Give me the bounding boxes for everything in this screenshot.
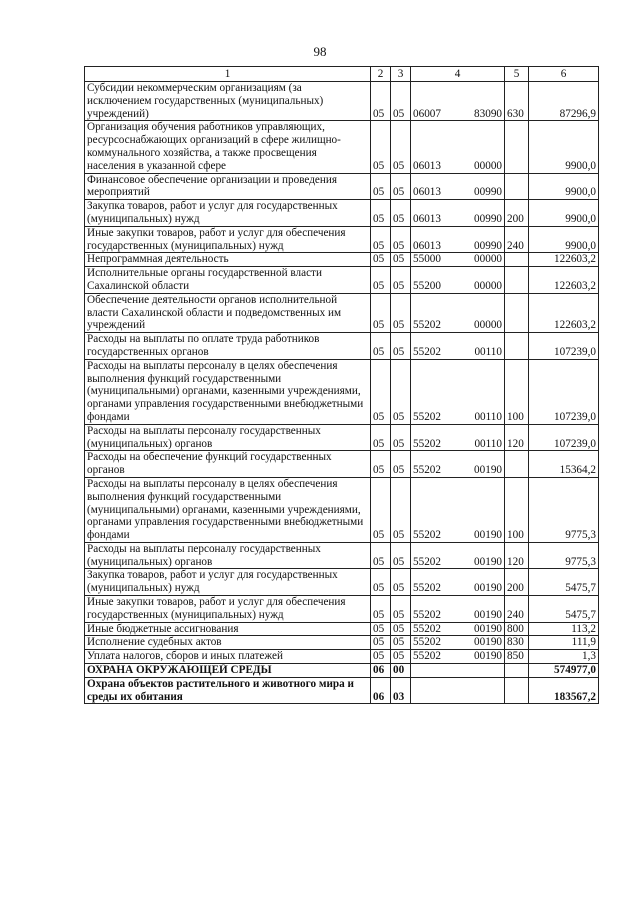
amount: 107239,0: [529, 359, 599, 424]
table-row: [85, 569, 599, 596]
section-code: 05: [371, 82, 391, 121]
amount: 15364,2: [529, 451, 599, 478]
target-article-part1: 55202: [413, 529, 441, 542]
target-article-part1: 55202: [413, 622, 441, 635]
subsection-code: 03: [391, 677, 411, 704]
row-name: Охрана объектов растительного и животного мира и среды их обитания: [85, 677, 371, 704]
expense-type-code: 100: [505, 359, 529, 424]
expense-type-code: [505, 267, 529, 294]
row-name: Организация обучения работников управляющих, ресурсоснабжающих организаций в сфере жилищно-коммунального хозяйства, а также просвещения населения в указанной сфере: [85, 121, 371, 173]
target-article-part2: 00000: [474, 253, 502, 266]
table-row: [85, 636, 599, 650]
amount: 9775,3: [529, 477, 599, 542]
section-code: 05: [371, 424, 391, 451]
section-code: 06: [371, 664, 391, 678]
target-article-code: [411, 596, 505, 623]
expense-type-code: [505, 293, 529, 332]
target-article-part1: 06013: [413, 159, 441, 172]
target-article-part2: 00110: [474, 437, 502, 450]
header-cell: 2: [371, 67, 391, 82]
target-article-part1: 55000: [413, 253, 441, 266]
subsection-code: 05: [391, 82, 411, 121]
target-article-part2: 00000: [474, 159, 502, 172]
target-article-part2: 00190: [474, 582, 502, 595]
target-article-part1: 55202: [413, 437, 441, 450]
section-code: 06: [371, 677, 391, 704]
header-cell: 4: [411, 67, 505, 82]
expense-type-code: 120: [505, 424, 529, 451]
target-article-code: [411, 226, 505, 253]
expense-type-code: [505, 677, 529, 704]
expense-type-code: 240: [505, 596, 529, 623]
expense-type-code: [505, 121, 529, 173]
target-article-part2: 00110: [474, 410, 502, 423]
target-article-code: [411, 477, 505, 542]
amount: 107239,0: [529, 424, 599, 451]
target-article-part2: 00000: [474, 319, 502, 332]
table-row: [85, 451, 599, 478]
target-article-part2: 00990: [474, 186, 502, 199]
section-code: 05: [371, 333, 391, 360]
section-code: 05: [371, 267, 391, 294]
target-article-code: [411, 677, 505, 704]
target-article-code: [411, 542, 505, 569]
table-row: [85, 173, 599, 200]
subsection-code: 05: [391, 333, 411, 360]
expense-type-code: 100: [505, 477, 529, 542]
target-article-code: [411, 253, 505, 267]
table-row: [85, 542, 599, 569]
table-row: [85, 359, 599, 424]
subsection-code: 05: [391, 424, 411, 451]
subsection-code: 05: [391, 253, 411, 267]
row-name: Обеспечение деятельности органов исполнительной власти Сахалинской области и подведомственных им учреждений: [85, 293, 371, 332]
target-article-code: [411, 359, 505, 424]
target-article-part2: 00190: [474, 608, 502, 621]
target-article-part1: 55200: [413, 279, 441, 292]
section-code: 05: [371, 596, 391, 623]
subsection-code: 05: [391, 121, 411, 173]
target-article-code: [411, 293, 505, 332]
expense-type-code: 200: [505, 200, 529, 227]
target-article-code: [411, 451, 505, 478]
amount: 9900,0: [529, 200, 599, 227]
expense-type-code: [505, 664, 529, 678]
target-article-code: [411, 650, 505, 664]
table-row: [85, 82, 599, 121]
subsection-code: 05: [391, 451, 411, 478]
expense-type-code: 800: [505, 622, 529, 636]
table-row: [85, 424, 599, 451]
section-code: 05: [371, 226, 391, 253]
amount: 122603,2: [529, 253, 599, 267]
table-row: [85, 477, 599, 542]
table-row: [85, 253, 599, 267]
target-article-part1: 55202: [413, 650, 441, 663]
amount: 574977,0: [529, 664, 599, 678]
target-article-part2: 00110: [474, 345, 502, 358]
target-article-part1: 55202: [413, 464, 441, 477]
target-article-part1: 55202: [413, 608, 441, 621]
target-article-code: [411, 424, 505, 451]
section-code: 05: [371, 200, 391, 227]
target-article-code: [411, 636, 505, 650]
subsection-code: 05: [391, 267, 411, 294]
target-article-part2: 00190: [474, 636, 502, 649]
amount: 107239,0: [529, 333, 599, 360]
expense-type-code: 830: [505, 636, 529, 650]
header-cell: 6: [529, 67, 599, 82]
target-article-part2: 83090: [474, 107, 502, 120]
row-name: Иные закупки товаров, работ и услуг для обеспечения государственных (муниципальных) нужд: [85, 596, 371, 623]
target-article-code: [411, 121, 505, 173]
section-code: 05: [371, 569, 391, 596]
target-article-part1: 06013: [413, 239, 441, 252]
target-article-part2: 00190: [474, 464, 502, 477]
expense-type-code: 200: [505, 569, 529, 596]
target-article-code: [411, 622, 505, 636]
amount: 5475,7: [529, 569, 599, 596]
budget-table: [84, 66, 599, 704]
target-article-part1: 55202: [413, 555, 441, 568]
section-code: 05: [371, 650, 391, 664]
table-row: [85, 267, 599, 294]
amount: 9900,0: [529, 173, 599, 200]
target-article-code: [411, 200, 505, 227]
row-name: Иные бюджетные ассигнования: [85, 622, 371, 636]
subsection-code: 05: [391, 650, 411, 664]
section-code: 05: [371, 477, 391, 542]
target-article-part2: 00990: [474, 212, 502, 225]
amount: 9900,0: [529, 226, 599, 253]
table-row: [85, 622, 599, 636]
amount: 122603,2: [529, 293, 599, 332]
section-code: 05: [371, 293, 391, 332]
section-code: 05: [371, 173, 391, 200]
target-article-part1: 55202: [413, 636, 441, 649]
target-article-part1: 55202: [413, 345, 441, 358]
expense-type-code: 630: [505, 82, 529, 121]
target-article-part1: 06013: [413, 186, 441, 199]
section-code: 05: [371, 121, 391, 173]
subsection-code: 05: [391, 293, 411, 332]
page-number: 98: [313, 44, 327, 59]
row-name: Исполнение судебных актов: [85, 636, 371, 650]
amount: 5475,7: [529, 596, 599, 623]
subsection-code: 05: [391, 173, 411, 200]
amount: 122603,2: [529, 267, 599, 294]
table-row: [85, 121, 599, 173]
amount: 183567,2: [529, 677, 599, 704]
section-code: 05: [371, 253, 391, 267]
header-cell: 5: [505, 67, 529, 82]
subsection-code: 05: [391, 569, 411, 596]
amount: 9775,3: [529, 542, 599, 569]
table-row: [85, 650, 599, 664]
expense-type-code: 240: [505, 226, 529, 253]
expense-type-code: [505, 451, 529, 478]
target-article-code: [411, 267, 505, 294]
row-name: Расходы на выплаты персоналу государственных (муниципальных) органов: [85, 542, 371, 569]
target-article-code: [411, 333, 505, 360]
subsection-code: 05: [391, 200, 411, 227]
target-article-code: [411, 664, 505, 678]
section-code: 05: [371, 636, 391, 650]
row-name: Расходы на выплаты персоналу в целях обеспечения выполнения функций государственными (муниципальными) органами, казенными учреждениями, органами управления государственными внебюджетными фондами: [85, 477, 371, 542]
target-article-part1: 55202: [413, 319, 441, 332]
header-cell: 3: [391, 67, 411, 82]
table-row: [85, 200, 599, 227]
target-article-code: [411, 569, 505, 596]
subsection-code: 05: [391, 622, 411, 636]
row-name: Непрограммная деятельность: [85, 253, 371, 267]
row-name: Финансовое обеспечение организации и проведения мероприятий: [85, 173, 371, 200]
subsection-code: 05: [391, 542, 411, 569]
table-row: [85, 293, 599, 332]
section-code: 05: [371, 359, 391, 424]
subsection-code: 05: [391, 477, 411, 542]
expense-type-code: 120: [505, 542, 529, 569]
row-name: Расходы на выплаты персоналу государственных (муниципальных) органов: [85, 424, 371, 451]
expense-type-code: 850: [505, 650, 529, 664]
section-code: 05: [371, 622, 391, 636]
row-name: Расходы на обеспечение функций государственных органов: [85, 451, 371, 478]
target-article-part2: 00190: [474, 650, 502, 663]
row-name: Закупка товаров, работ и услуг для государственных (муниципальных) нужд: [85, 569, 371, 596]
row-name: Субсидии некоммерческим организациям (за исключением государственных (муниципальных) учреждений): [85, 82, 371, 121]
amount: 9900,0: [529, 121, 599, 173]
subsection-code: 05: [391, 636, 411, 650]
header-row: [85, 67, 599, 82]
table-row: [85, 596, 599, 623]
row-name: Расходы на выплаты персоналу в целях обеспечения выполнения функций государственными (муниципальными) органами, казенными учреждениями, органами управления государственными внебюджетными фондами: [85, 359, 371, 424]
expense-type-code: [505, 173, 529, 200]
expense-type-code: [505, 253, 529, 267]
header-cell: 1: [85, 67, 371, 82]
target-article-part1: 06007: [413, 107, 441, 120]
target-article-part2: 00000: [474, 279, 502, 292]
target-article-part2: 00190: [474, 555, 502, 568]
target-article-part1: 55202: [413, 410, 441, 423]
target-article-part2: 00990: [474, 239, 502, 252]
target-article-part2: 00190: [474, 529, 502, 542]
table-row: [85, 226, 599, 253]
target-article-code: [411, 82, 505, 121]
section-code: 05: [371, 451, 391, 478]
row-name: Уплата налогов, сборов и иных платежей: [85, 650, 371, 664]
amount: 111,9: [529, 636, 599, 650]
target-article-code: [411, 173, 505, 200]
subsection-code: 05: [391, 359, 411, 424]
subsection-code: 05: [391, 596, 411, 623]
row-name: ОХРАНА ОКРУЖАЮЩЕЙ СРЕДЫ: [85, 664, 371, 678]
row-name: Закупка товаров, работ и услуг для государственных (муниципальных) нужд: [85, 200, 371, 227]
subsection-code: 00: [391, 664, 411, 678]
target-article-part2: 00190: [474, 622, 502, 635]
table-row: [85, 677, 599, 704]
row-name: Иные закупки товаров, работ и услуг для обеспечения государственных (муниципальных) нужд: [85, 226, 371, 253]
amount: 1,3: [529, 650, 599, 664]
table-row: [85, 664, 599, 678]
table-row: [85, 333, 599, 360]
row-name: Исполнительные органы государственной власти Сахалинской области: [85, 267, 371, 294]
subsection-code: 05: [391, 226, 411, 253]
target-article-part1: 55202: [413, 582, 441, 595]
section-code: 05: [371, 542, 391, 569]
target-article-part1: 06013: [413, 212, 441, 225]
row-name: Расходы на выплаты по оплате труда работников государственных органов: [85, 333, 371, 360]
amount: 87296,9: [529, 82, 599, 121]
amount: 113,2: [529, 622, 599, 636]
expense-type-code: [505, 333, 529, 360]
